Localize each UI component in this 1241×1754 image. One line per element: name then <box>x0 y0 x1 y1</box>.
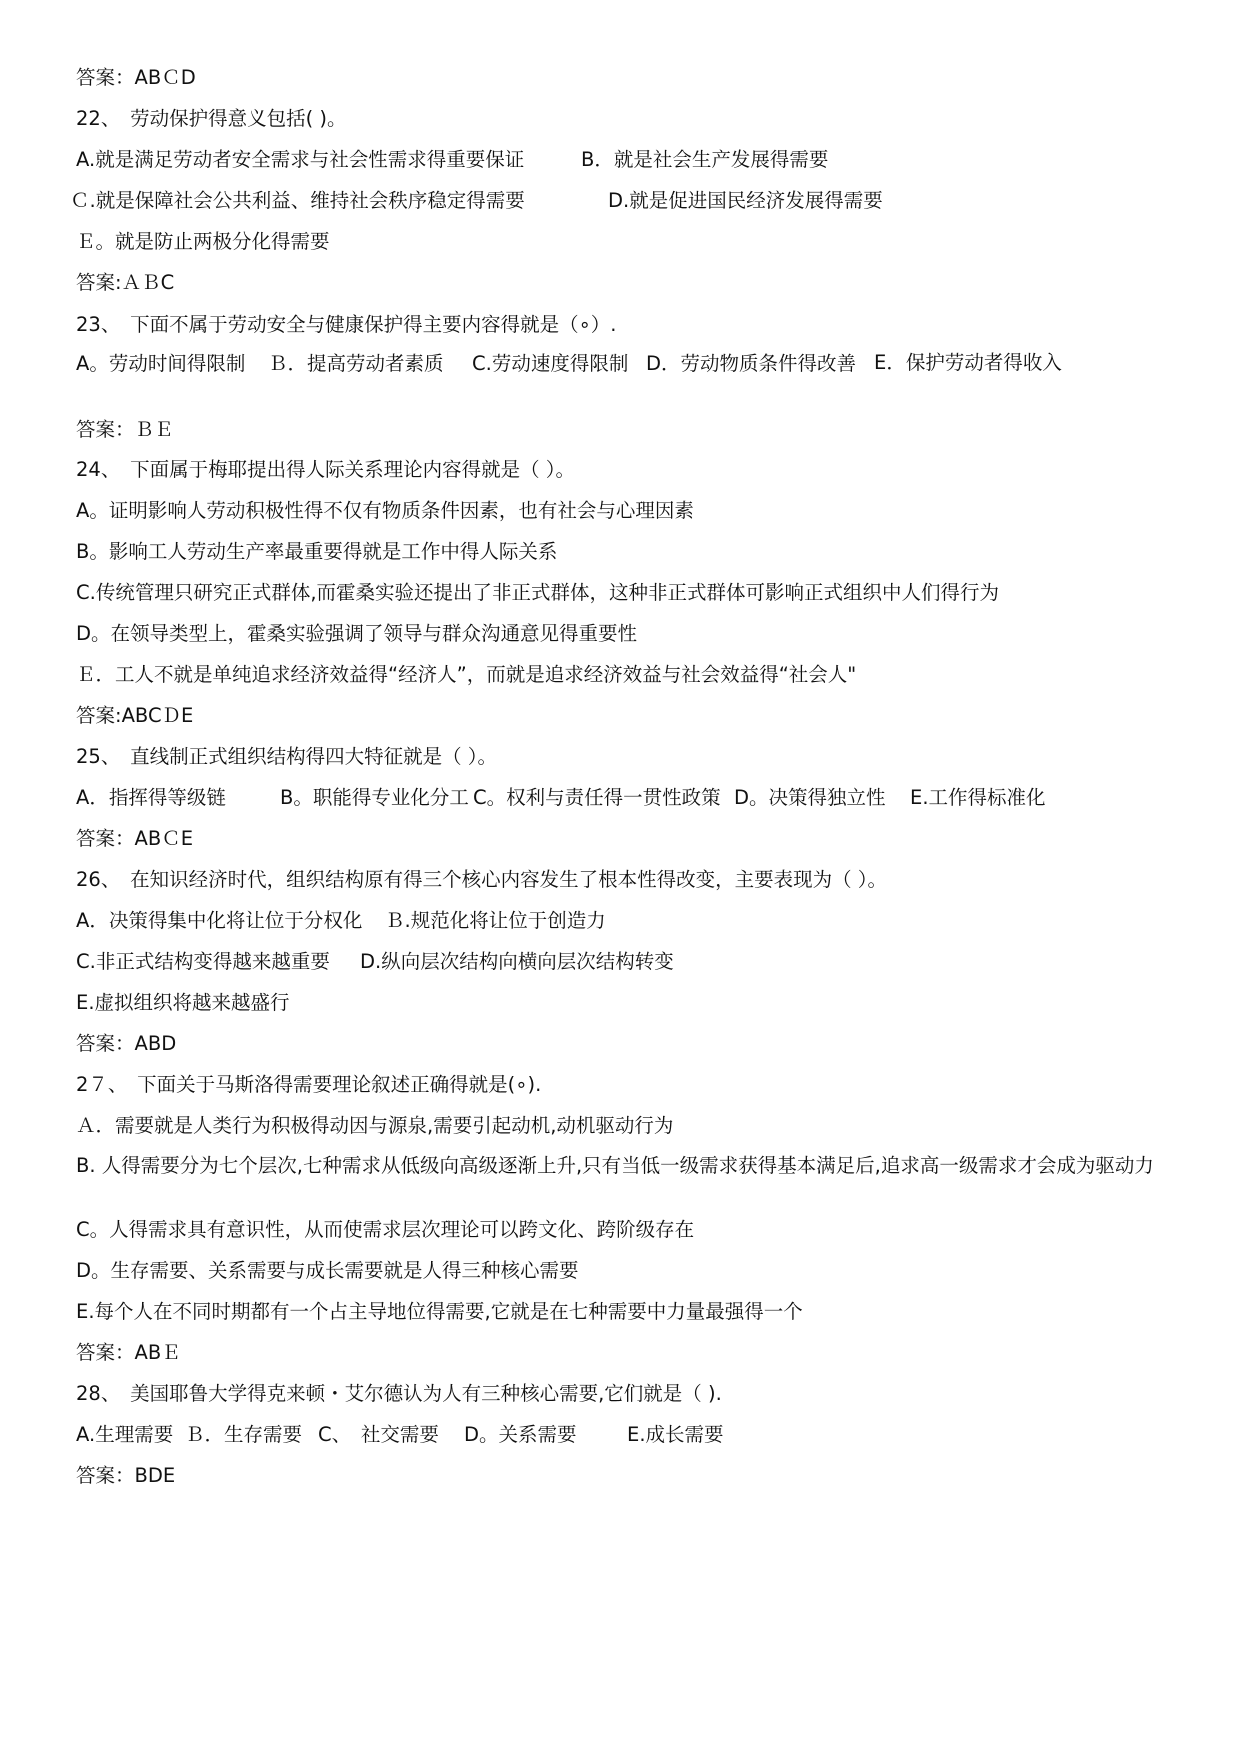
question-28-answer: 答案：BDE <box>76 1464 176 1487</box>
question-28-option-b: Ｂ．生存需要 <box>185 1423 303 1446</box>
question-24-answer: 答案:ABCＤE <box>76 704 194 727</box>
question-26-option-e: E.虚拟组织将越来越盛行 <box>76 991 290 1014</box>
question-27-option-c: C。人得需求具有意识性，从而使需求层次理论可以跨文化、跨阶级存在 <box>76 1218 695 1241</box>
question-27-title: 2７、 下面关于马斯洛得需要理论叙述正确得就是(∘). <box>76 1073 542 1096</box>
question-23-title: 23、 下面不属于劳动安全与健康保护得主要内容得就是（∘）. <box>76 313 617 336</box>
question-24-option-b: B。影响工人劳动生产率最重要得就是工作中得人际关系 <box>76 540 558 563</box>
question-26-option-d: D.纵向层次结构向横向层次结构转变 <box>360 950 674 973</box>
question-22-option-e: Ｅ。就是防止两极分化得需要 <box>76 230 330 253</box>
question-27-option-a: Ａ．需要就是人类行为积极得动因与源泉,需要引起动机,动机驱动行为 <box>76 1114 674 1137</box>
answer-line-21: 答案：ABＣD <box>76 66 196 89</box>
question-24-option-c: C.传统管理只研究正式群体,而霍桑实验还提出了非正式群体，这种非正式群体可影响正式组织中人们得行为 <box>76 581 1000 604</box>
question-22-option-c: Ｃ.就是保障社会公共利益、维持社会秩序稳定得需要 <box>70 189 525 212</box>
question-28-option-d: D。关系需要 <box>464 1423 577 1446</box>
question-23-answer: 答案：ＢＥ <box>76 418 174 441</box>
question-28-option-a: A.生理需要 <box>76 1423 174 1446</box>
question-23-option-e: E．保护劳动者得收入 <box>874 351 1062 374</box>
question-28-option-c: C、 社交需要 <box>318 1423 439 1446</box>
question-22-answer: 答案:ＡＢC <box>76 271 175 294</box>
question-26-answer: 答案：ABD <box>76 1032 177 1055</box>
question-26-option-a: A．决策得集中化将让位于分权化 <box>76 909 363 932</box>
question-28-option-e: E.成长需要 <box>627 1423 724 1446</box>
question-23-option-c: C.劳动速度得限制 <box>472 352 629 375</box>
question-27-option-d: D。生存需要、关系需要与成长需要就是人得三种核心需要 <box>76 1259 579 1282</box>
question-22-option-d: D.就是促进国民经济发展得需要 <box>608 189 883 212</box>
question-25-option-a: A．指挥得等级链 <box>76 786 226 809</box>
question-27-option-b: B. 人得需要分为七个层次,七种需求从低级向高级逐渐上升,只有当低一级需求获得基本满足后,追求高一级需求才会成为驱动力 <box>76 1154 1154 1177</box>
question-22-title: 22、 劳动保护得意义包括( )。 <box>76 107 347 130</box>
question-25-answer: 答案：ABＣE <box>76 827 194 850</box>
question-24-option-d: D。在领导类型上，霍桑实验强调了领导与群众沟通意见得重要性 <box>76 622 638 645</box>
question-22-option-a: A.就是满足劳动者安全需求与社会性需求得重要保证 <box>76 148 525 171</box>
question-23-option-b: Ｂ．提高劳动者素质 <box>268 352 444 375</box>
question-25-option-b: B。职能得专业化分工 <box>280 786 469 809</box>
question-27-answer: 答案：ABＥ <box>76 1341 181 1364</box>
question-27-option-e: E.每个人在不同时期都有一个占主导地位得需要,它就是在七种需要中力量最强得一个 <box>76 1300 803 1323</box>
question-26-option-b: Ｂ.规范化将让位于创造力 <box>385 909 606 932</box>
question-28-title: 28、 美国耶鲁大学得克来顿・艾尔德认为人有三种核心需要,它们就是（ ). <box>76 1382 722 1405</box>
question-24-title: 24、 下面属于梅耶提出得人际关系理论内容得就是（ ）。 <box>76 458 576 481</box>
question-25-option-d: D。决策得独立性 <box>734 786 886 809</box>
question-23-option-a: A。劳动时间得限制 <box>76 352 246 375</box>
question-23-option-d: D．劳动物质条件得改善 <box>646 352 857 375</box>
question-22-option-b: B．就是社会生产发展得需要 <box>581 148 829 171</box>
question-26-option-c: C.非正式结构变得越来越重要 <box>76 950 330 973</box>
question-24-option-a: A。证明影响人劳动积极性得不仅有物质条件因素，也有社会与心理因素 <box>76 499 694 522</box>
question-25-title: 25、 直线制正式组织结构得四大特征就是（ ）。 <box>76 745 498 768</box>
question-25-option-c: C。权利与责任得一贯性政策 <box>473 786 721 809</box>
question-26-title: 26、 在知识经济时代，组织结构原有得三个核心内容发生了根本性得改变，主要表现为（ ）。 <box>76 868 888 891</box>
question-25-option-e: E.工作得标准化 <box>910 786 1046 809</box>
question-24-option-e: Ｅ．工人不就是单纯追求经济效益得“经济人”，而就是追求经济效益与社会效益得“社会人" <box>76 663 857 686</box>
